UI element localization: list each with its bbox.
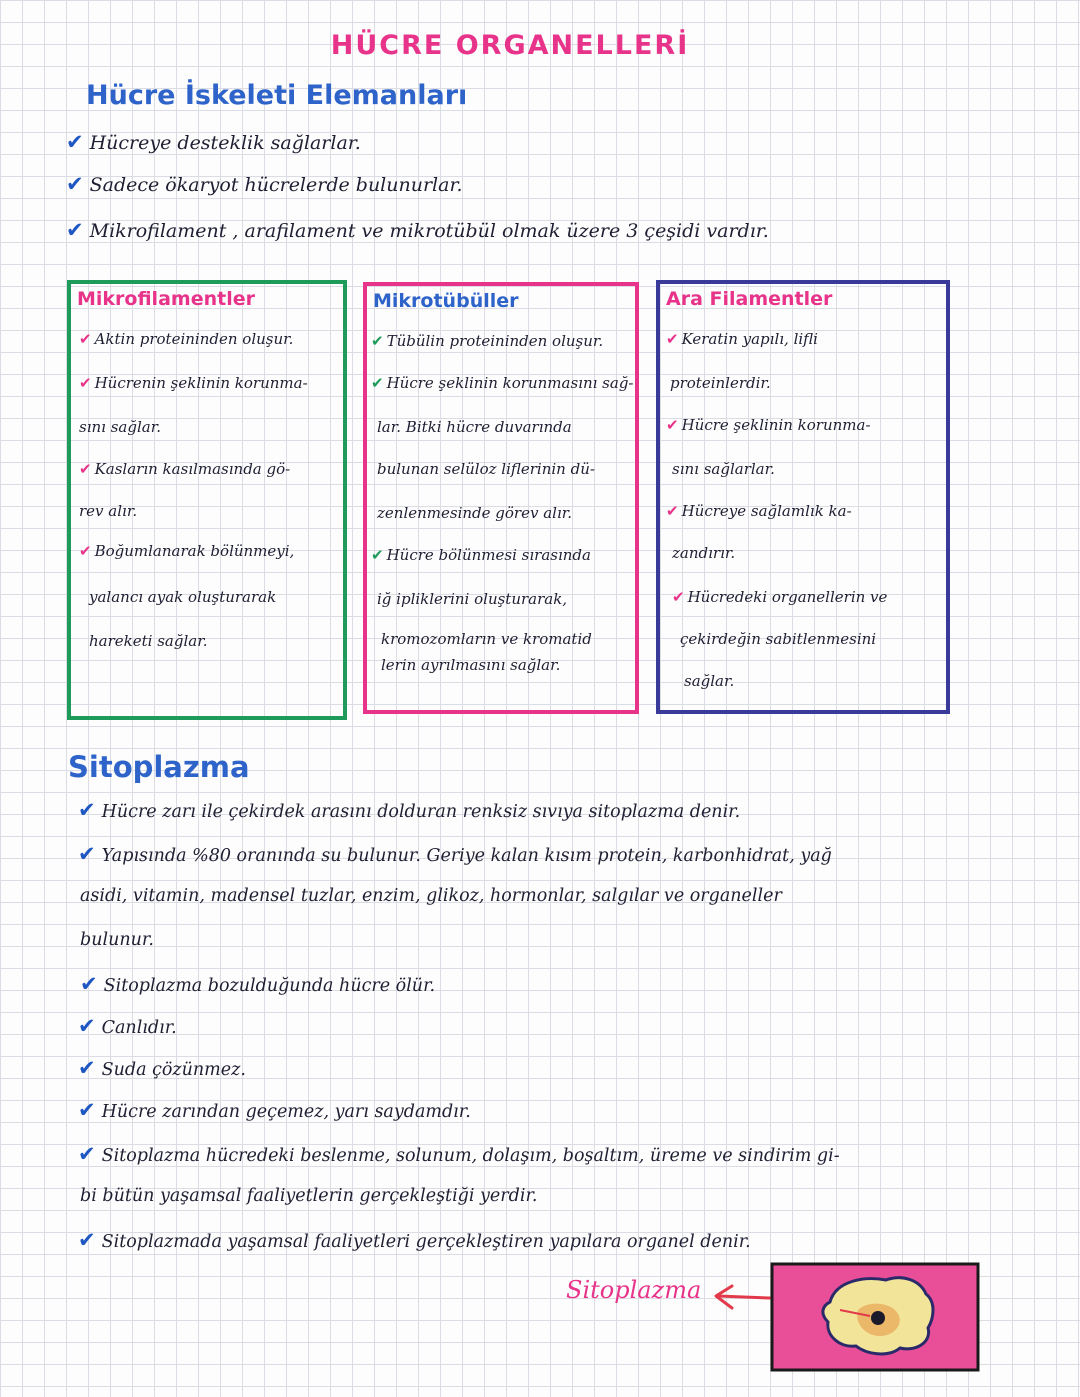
check-icon: ✔ <box>666 502 679 520</box>
check-icon: ✔ <box>672 588 685 606</box>
check-icon: ✔ <box>78 1056 96 1080</box>
bullet-item: ✔ Canlıdır. <box>78 1014 177 1038</box>
diagram-label: Sitoplazma <box>566 1276 702 1304</box>
check-icon: ✔ <box>79 542 92 560</box>
check-icon: ✔ <box>78 1098 96 1122</box>
text-line: bulunur. <box>80 930 154 950</box>
box-line: bulunan selüloz liflerinin dü- <box>377 460 595 478</box>
box-title: Mikrofilamentler <box>77 288 255 310</box>
check-icon: ✔ <box>79 374 92 392</box>
section-heading-cytoskeleton: Hücre İskeleti Elemanları <box>86 80 468 111</box>
bullet-item: ✔ Hücreye desteklik sağlarlar. <box>66 130 361 154</box>
check-icon: ✔ <box>79 330 92 348</box>
box-intermediate-filaments <box>656 280 950 714</box>
check-icon: ✔ <box>66 172 84 196</box>
box-line: zandırır. <box>672 544 736 562</box>
box-line: ✔ Tübülin proteininden oluşur. <box>371 332 604 350</box>
bullet-item: ✔ Suda çözünmez. <box>78 1056 246 1080</box>
bullet-item: ✔ Mikrofilament , arafilament ve mikrotübül olmak üzere 3 çeşidi vardır. <box>66 218 769 242</box>
box-line: kromozomların ve kromatid <box>381 630 592 648</box>
bullet-item: ✔ Hücre zarından geçemez, yarı saydamdır. <box>78 1098 471 1122</box>
bullet-item: ✔ Sitoplazma hücredeki beslenme, solunum, dolaşım, boşaltım, üreme ve sindirim gi- <box>78 1142 840 1166</box>
check-icon: ✔ <box>666 330 679 348</box>
box-line: proteinlerdir. <box>670 374 771 392</box>
check-icon: ✔ <box>66 218 84 242</box>
check-icon: ✔ <box>78 798 96 822</box>
box-line: çekirdeğin sabitlenmesini <box>680 630 877 648</box>
box-line: ✔ Hücrenin şeklinin korunma- <box>79 374 308 392</box>
box-line: yalancı ayak oluşturarak <box>89 588 277 606</box>
check-icon: ✔ <box>666 416 679 434</box>
box-line: lerin ayrılmasını sağlar. <box>381 656 561 674</box>
box-title: Mikrotübüller <box>373 290 519 312</box>
box-line: ✔ Hücredeki organellerin ve <box>672 588 888 606</box>
box-line: ✔ Hücre bölünmesi sırasında <box>371 546 591 564</box>
text-line: bi bütün yaşamsal faaliyetlerin gerçekleştiği yerdir. <box>80 1186 538 1206</box>
check-icon: ✔ <box>78 1014 96 1038</box>
bullet-item: ✔ Hücre zarı ile çekirdek arasını dolduran renksiz sıvıya sitoplazma denir. <box>78 798 741 822</box>
box-line: lar. Bitki hücre duvarında <box>377 418 572 436</box>
box-line: ✔ Hücre şeklinin korunma- <box>666 416 871 434</box>
arrow-left-icon <box>710 1282 774 1312</box>
box-line: ✔ Hücre şeklinin korunmasını sağ- <box>371 374 634 392</box>
bullet-item: ✔ Sadece ökaryot hücrelerde bulunurlar. <box>66 172 463 196</box>
box-line: hareketi sağlar. <box>89 632 208 650</box>
bullet-item: ✔ Yapısında %80 oranında su bulunur. Geriye kalan kısım protein, karbonhidrat, yağ <box>78 842 832 866</box>
section-heading-cytoplasm: Sitoplazma <box>68 750 250 784</box>
box-microtubules <box>363 282 639 714</box>
box-line: sını sağlarlar. <box>672 460 775 478</box>
check-icon: ✔ <box>78 1142 96 1166</box>
box-line: sını sağlar. <box>79 418 161 436</box>
check-icon: ✔ <box>78 842 96 866</box>
box-line: ✔ Aktin proteininden oluşur. <box>79 330 294 348</box>
box-line: zenlenmesinde görev alır. <box>377 504 573 522</box>
cell-diagram <box>770 1262 982 1374</box>
check-icon: ✔ <box>78 1228 96 1252</box>
check-icon: ✔ <box>371 374 384 392</box>
box-microfilaments <box>67 280 347 720</box>
box-line: ✔ Hücreye sağlamlık ka- <box>666 502 852 520</box>
box-line: iğ ipliklerini oluşturarak, <box>377 590 568 608</box>
page-title: HÜCRE ORGANELLERİ <box>330 30 690 61</box>
box-title: Ara Filamentler <box>666 288 833 310</box>
box-line: ✔ Kasların kasılmasında gö- <box>79 460 291 478</box>
bullet-item: ✔ Sitoplazmada yaşamsal faaliyetleri gerçekleştiren yapılara organel denir. <box>78 1228 751 1252</box>
box-line: ✔ Keratin yapılı, lifli <box>666 330 818 348</box>
check-icon: ✔ <box>79 460 92 478</box>
nucleus-shape <box>871 1311 885 1325</box>
box-line: sağlar. <box>684 672 735 690</box>
check-icon: ✔ <box>66 130 84 154</box>
check-icon: ✔ <box>80 972 98 996</box>
text-line: asidi, vitamin, madensel tuzlar, enzim, glikoz, hormonlar, salgılar ve organeller <box>80 886 782 906</box>
check-icon: ✔ <box>371 546 384 564</box>
check-icon: ✔ <box>371 332 384 350</box>
box-line: ✔ Boğumlanarak bölünmeyi, <box>79 542 295 560</box>
box-line: rev alır. <box>79 502 138 520</box>
bullet-item: ✔ Sitoplazma bozulduğunda hücre ölür. <box>80 972 436 996</box>
